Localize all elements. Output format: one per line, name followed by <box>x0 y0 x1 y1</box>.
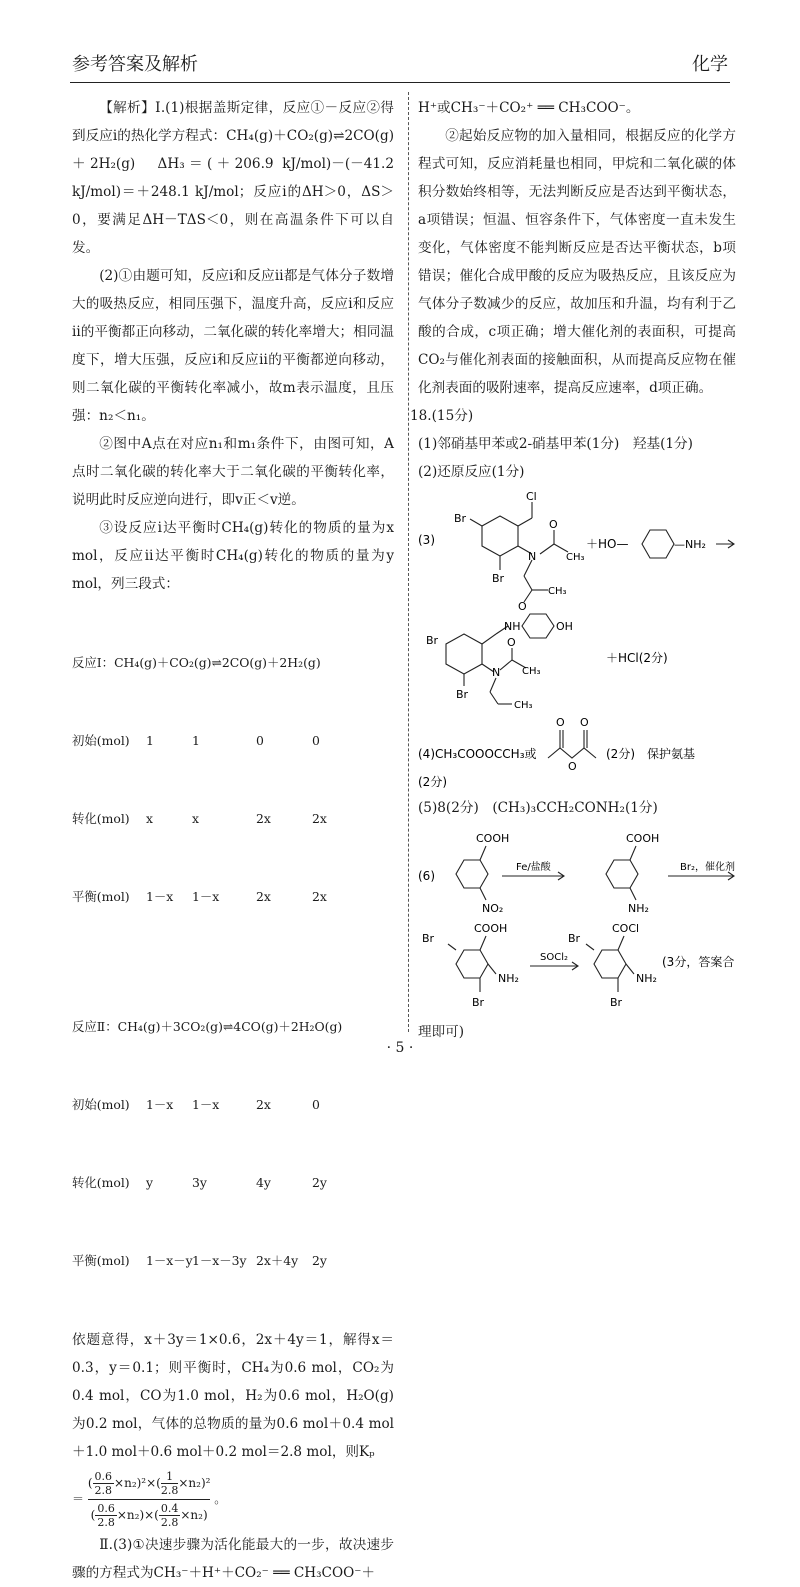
svg-text:＋HCl(2分): ＋HCl(2分) <box>606 651 668 665</box>
svg-text:Br: Br <box>568 932 581 945</box>
svg-text:Br: Br <box>456 688 469 701</box>
three-stage-table-1 <box>72 598 394 962</box>
table2-title: 反应Ⅱ：CH₄(g)＋3CO₂(g)⇌4CO(g)＋2H₂O(g) <box>72 1019 343 1034</box>
table2-row: 转化(mol) y 3y 4y 2y <box>72 1175 327 1190</box>
right-part2: ②起始反应物的加入量相同，根据反应的化学方程式可知，反应消耗量也相同，甲烷和二氧化碳的体积分数始终相等，无法判断反应是否达到平衡状态，a项错误；恒温、恒容条件下，气体密度一直未发生变化，气体密度不能判断反应是否达平衡状态，b项错误；催化合成甲酸的反应为吸热反应，且该反应为气体分子数减少的反应，故加压和升温，均有利于乙酸的合成，c项正确；增大催化剂的表面积，可提高CO₂与催化剂表面的接触面积，从而提高反应物在催化剂表面的吸附速率，提高反应速率，d项正确。 <box>418 128 736 396</box>
svg-text:Fe/盐酸: Fe/盐酸 <box>516 862 551 873</box>
question-18-title: 18.(15分) <box>410 408 474 424</box>
analysis-part4: ③设反应ⅰ达平衡时CH₄(g)转化的物质的量为x mol，反应ⅱ达平衡时CH₄(g)转化的物质的量为y mol，列三段式： <box>72 520 394 592</box>
table1-row: 初始(mol) 1 1 0 0 <box>72 733 320 748</box>
svg-text:CH₃: CH₃ <box>522 666 541 677</box>
svg-text:(2分) 保护氨基: (2分) 保护氨基 <box>606 747 695 761</box>
svg-text:(6): (6) <box>418 869 435 883</box>
svg-text:O: O <box>549 518 558 531</box>
right-part1: H⁺或CH₃⁻＋CO₂⁺ ══ CH₃COO⁻。 <box>418 100 640 116</box>
svg-text:COOH: COOH <box>626 832 660 845</box>
svg-text:O: O <box>518 600 527 613</box>
svg-text:COOH: COOH <box>474 922 508 935</box>
svg-text:Br: Br <box>472 996 485 1009</box>
analysis-part1: 【解析】Ⅰ.(1)根据盖斯定律，反应①－反应②得到反应ⅰ的热化学方程式：CH₄(g)＋CO₂(g)⇌2CO(g)＋2H₂(g) ΔH₃＝(＋206.9 kJ/mol)－(－41.2 kJ/mol)＝＋248.1 kJ/mol；反应ⅰ的ΔH＞0，ΔS＞0，要满足ΔH－TΔS＜0，则在高温条件下可以自发。 <box>72 100 394 256</box>
svg-text:NH₂: NH₂ <box>636 972 657 985</box>
answer-6-note: 理即可) <box>418 1024 465 1040</box>
svg-text:(3): (3) <box>418 533 435 547</box>
header-title: 参考答案及解析 <box>72 54 198 75</box>
svg-text:SOCl₂: SOCl₂ <box>540 952 568 963</box>
svg-text:(2分): (2分) <box>418 775 447 789</box>
table1-row: 平衡(mol) 1－x 1－x 2x 2x <box>72 889 327 904</box>
analysis-part3: ②图中A点在对应n₁和m₁条件下，由图可知，A点时二氧化碳的转化率大于二氧化碳的平衡转化率，说明此时反应逆向进行，即v正＜v逆。 <box>72 436 394 508</box>
svg-text:O: O <box>580 716 589 729</box>
svg-text:NH₂: NH₂ <box>498 972 519 985</box>
svg-text:CH₃: CH₃ <box>548 586 567 597</box>
svg-text:COOH: COOH <box>476 832 510 845</box>
answer-4-anhydride <box>418 708 736 794</box>
svg-text:COCl: COCl <box>612 922 640 935</box>
svg-text:Br: Br <box>492 572 505 585</box>
svg-text:Br: Br <box>454 512 467 525</box>
answer-2: (2)还原反应(1分) <box>418 464 525 480</box>
svg-text:O: O <box>507 636 516 649</box>
table1-title: 反应Ⅰ：CH₄(g)＋CO₂(g)⇌2CO(g)＋2H₂(g) <box>72 655 321 670</box>
svg-text:Br: Br <box>426 634 439 647</box>
table2-row: 初始(mol) 1－x 1－x 2x 0 <box>72 1097 320 1112</box>
svg-text:Cl: Cl <box>526 490 537 503</box>
kp-fraction: ( $\frac{0.6}{2.8}$ ×n₂)²×( $\frac{1}{2.8}$ ×n₂)² ( $\frac{0.6}{2.8}$ ×n₂)×( $\frac{0.4}{2.8}$ ×n₂) <box>87 1470 211 1529</box>
svg-text:Br: Br <box>610 996 623 1009</box>
svg-text:NH₂: NH₂ <box>628 902 649 915</box>
header-rule <box>70 82 730 83</box>
svg-text:CH₃: CH₃ <box>514 700 533 708</box>
svg-text:Br: Br <box>422 932 435 945</box>
left-column <box>72 94 394 1587</box>
answer-5: (5)8(2分) (CH₃)₃CCH₂CONH₂(1分) <box>418 800 658 816</box>
right-column <box>410 94 736 1046</box>
svg-text:O: O <box>556 716 565 729</box>
header-subject: 化学 <box>692 54 728 75</box>
page-number: · 5 · <box>386 1040 414 1056</box>
svg-text:NO₂: NO₂ <box>482 902 504 915</box>
analysis-part2: (2)①由题可知，反应ⅰ和反应ⅱ都是气体分子数增大的吸热反应，相同压强下，温度升高，反应ⅰ和反应ⅱ的平衡都正向移动，二氧化碳的转化率增大；相同温度下，增大压强，反应ⅰ和反应ⅱ的平衡都逆向移动，则二氧化碳的平衡转化率减小，故m表示温度，且压强：n₂＜n₁。 <box>72 268 394 424</box>
column-divider <box>408 92 409 1032</box>
svg-text:Br₂，催化剂: Br₂，催化剂 <box>680 862 735 873</box>
svg-text:N: N <box>528 550 537 563</box>
three-stage-table-2 <box>72 962 394 1326</box>
svg-text:O: O <box>568 760 577 773</box>
table2-row: 平衡(mol) 1－x－y1－x－3y 2x＋4y 2y <box>72 1253 327 1268</box>
svg-text:(4)CH₃COOOCCH₃或: (4)CH₃COOOCCH₃或 <box>418 747 537 761</box>
svg-text:—NH₂: —NH₂ <box>674 538 706 551</box>
svg-text:NH: NH <box>504 620 521 633</box>
kp-expression: ＝ ( $\frac{0.6}{2.8}$ ×n₂)²×( $\frac{1}{2.8}$ ×n₂)² ( $\frac{0.6}{2.8}$ ×n₂)×( $\frac{0.4}{2.8}$ ×n₂) 。 <box>72 1470 227 1529</box>
svg-text:＋HO—: ＋HO— <box>586 537 629 551</box>
svg-text:(3分，答案合: (3分，答案合 <box>662 955 735 969</box>
answer-6-synthesis <box>418 822 736 1018</box>
answer-1: (1)邻硝基甲苯或2-硝基甲苯(1分) 羟基(1分) <box>418 436 693 452</box>
table1-row: 转化(mol) x x 2x 2x <box>72 811 327 826</box>
answer-3-structures <box>418 486 736 708</box>
svg-text:N: N <box>492 666 501 679</box>
analysis-part6: Ⅱ.(3)①决速步骤为活化能最大的一步，故决速步骤的方程式为CH₃⁻＋H⁺＋CO₂⁻ ══ CH₃COO⁻＋ <box>72 1537 394 1581</box>
analysis-part5: 依题意得，x＋3y＝1×0.6，2x＋4y＝1，解得x＝0.3，y＝0.1；则平衡时，CH₄为0.6 mol，CO₂为0.4 mol，CO为1.0 mol，H₂为0.6 mol，H₂O(g)为0.2 mol，气体的总物质的量为0.6 mol＋0.4 mol＋1.0 mol＋0.6 mol＋0.2 mol＝2.8 mol，则Kₚ <box>72 1332 394 1460</box>
svg-text:CH₃: CH₃ <box>566 552 585 563</box>
svg-text:OH: OH <box>556 620 573 633</box>
